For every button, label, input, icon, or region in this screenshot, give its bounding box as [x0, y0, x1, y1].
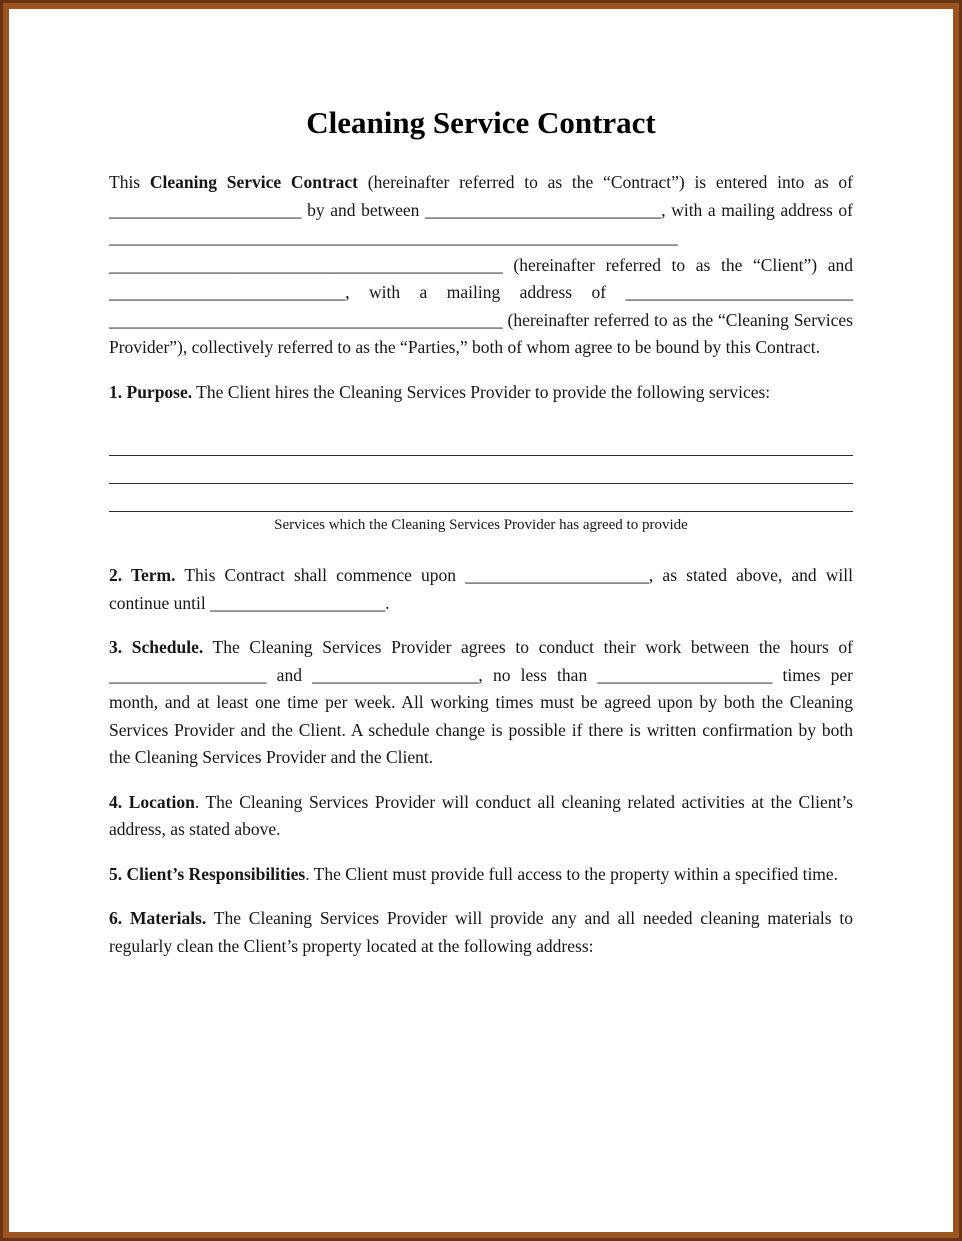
section-purpose — [109, 379, 853, 407]
intro-rest: (hereinafter referred to as the “Contract”) is entered into as of ______________________ by and between ___________________________, with a mailing address of _________________________________________________________________ _____________________________________________ (hereinafter referred to as the “Client”) and ___________________________, with a mailing address of __________________________ _____________________________________________ (hereinafter referred to as the “Cleaning Services Provider”), collectively referred to as the “Parties,” both of whom agree to be bound by this Contract. — [109, 172, 854, 357]
intro-paragraph — [109, 169, 853, 362]
services-fill-lines — [109, 428, 853, 512]
section-materials-label: 6. Materials. — [109, 908, 207, 928]
section-client-responsibilities — [109, 861, 853, 889]
section-client-responsibilities-text: . The Client must provide full access to the property within a specified time. — [305, 863, 839, 884]
section-term — [109, 562, 853, 617]
section-materials-text: The Cleaning Services Provider will provide any and all needed cleaning materials to regularly clean the Client’s property located at the following address: — [109, 908, 853, 956]
blank-line — [109, 456, 853, 484]
section-purpose-label: 1. Purpose. — [109, 381, 193, 402]
section-term-label: 2. Term. — [109, 565, 176, 585]
section-client-responsibilities-label: 5. Client’s Responsibilities — [109, 863, 306, 884]
section-schedule-text: The Cleaning Services Provider agrees to conduct their work between the hours of __________________ and ___________________, no less than ____________________ times per month, and at least one time per week. All working times must be agreed upon by both the Cleaning Services Provider and the Client. A schedule change is possible if there is written confirmation by both the Cleaning Services Provider and the Client. — [109, 637, 853, 767]
section-location — [109, 789, 853, 844]
section-schedule-label: 3. Schedule. — [109, 637, 204, 657]
blank-line — [109, 428, 853, 456]
section-materials — [109, 905, 853, 960]
intro-lead: This — [109, 172, 141, 192]
section-location-label: 4. Location — [109, 791, 195, 812]
section-location-text: . The Cleaning Services Provider will conduct all cleaning related activities at the Client’s address, as stated above. — [109, 791, 853, 839]
contract-page — [3, 3, 959, 1238]
blank-line — [109, 484, 853, 512]
section-purpose-text: The Client hires the Cleaning Services Provider to provide the following services: — [192, 381, 771, 402]
section-term-text: This Contract shall commence upon _____________________, as stated above, and will continue until ____________________. — [109, 565, 853, 613]
page-title: Cleaning Service Contract — [306, 105, 656, 140]
intro-bold-term: Cleaning Service Contract — [149, 172, 358, 192]
services-caption: Services which the Cleaning Services Provider has agreed to provide — [274, 517, 688, 533]
section-schedule — [109, 634, 853, 772]
